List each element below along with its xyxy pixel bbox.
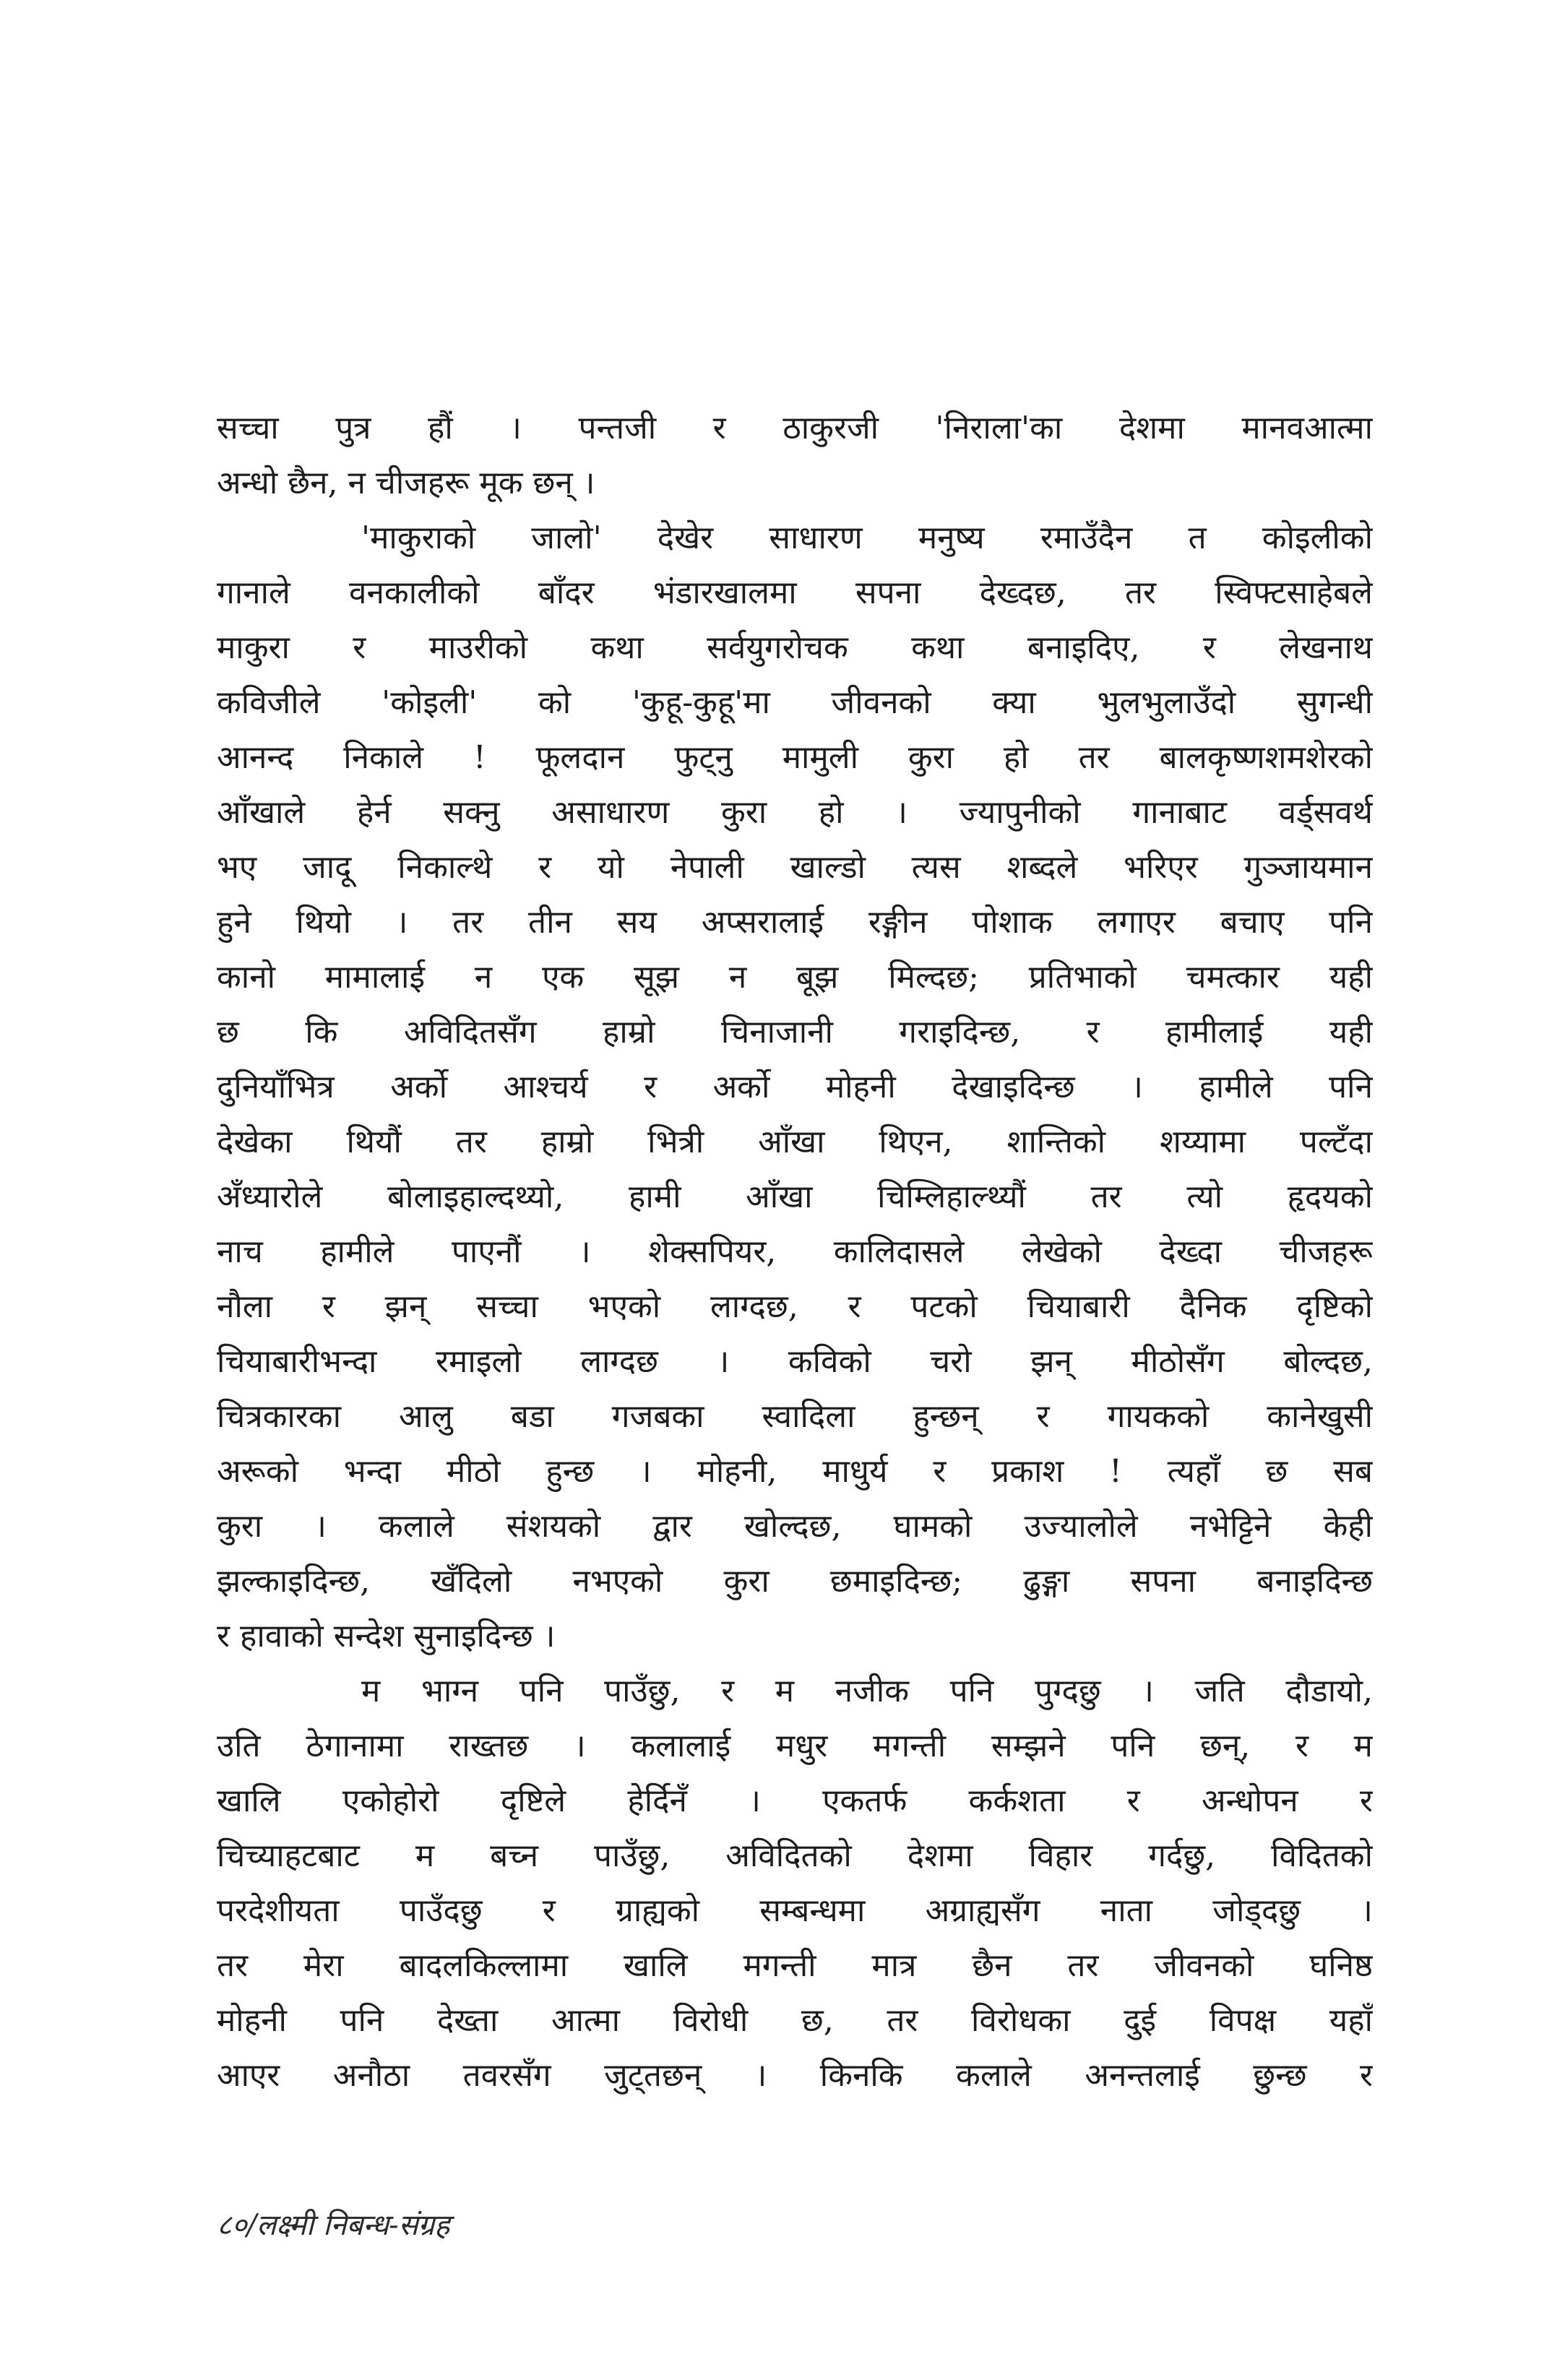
text-line: र हावाको सन्देश सुनाइदिन्छ ।: [217, 1618, 556, 1655]
page-footer: ८०/लक्ष्मी निबन्ध-संग्रह: [217, 2209, 450, 2242]
text-line: परदेशीयता पाउँदछु र ग्राह्यको सम्बन्धमा अग्राह्यसँग नाता जोड्दछु ।: [217, 1892, 1373, 1929]
text-line: चित्रकारका आलु बडा गजबका स्वादिला हुन्छन् र गायकको कानेखुसी: [217, 1398, 1373, 1435]
text-line: चिच्याहटबाट म बच्न पाउँछु, अविदितको देशमा विहार गर्दछु, विदितको: [217, 1837, 1373, 1874]
text-line: झल्काइदिन्छ, खँदिलो नभएको कुरा छमाइदिन्छ; ढुङ्गा सपना बनाइदिन्छ: [217, 1563, 1373, 1600]
text-line: नौला र झन् सच्चा भएको लाग्दछ, र पटको चियाबारी दैनिक दृष्टिको: [217, 1288, 1373, 1325]
text-line: अरूको भन्दा मीठो हुन्छ । मोहनी, माधुर्य र प्रकाश ! त्यहाँ छ सब: [217, 1453, 1373, 1490]
text-line: कुरा । कलाले संशयको द्वार खोल्दछ, घामको उज्यालोले नभेट्टिने केही: [217, 1508, 1373, 1545]
text-line: सच्चा पुत्र हौं । पन्तजी र ठाकुरजी 'निराला'का देशमा मानवआत्मा: [217, 410, 1373, 447]
text-line: भए जादू निकाल्थे र यो नेपाली खाल्डो त्यस शब्दले भरिएर गुञ्जायमान: [217, 849, 1373, 886]
text-line: हुने थियो । तर तीन सय अप्सरालाई रङ्गीन पोशाक लगाएर बचाए पनि: [217, 904, 1373, 941]
text-line: कविजीले 'कोइली' को 'कुहू-कुहू'मा जीवनको क्या भुलभुलाउँदो सुगन्धी: [217, 684, 1373, 721]
text-line: छ कि अविदितसँग हाम्रो चिनाजानी गराइदिन्छ, र हामीलाई यही: [217, 1014, 1373, 1051]
text-line: आनन्द निकाले ! फूलदान फुट्नु मामुली कुरा हो तर बालकृष्णशमशेरको: [217, 739, 1373, 776]
text-line: तर मेरा बादलकिल्लामा खालि मगन्ती मात्र छैन तर जीवनको घनिष्ठ: [217, 1947, 1373, 1984]
text-line: खालि एकोहोरो दृष्टिले हेर्दिनँ । एकतर्फ कर्कशता र अन्धोपन र: [217, 1782, 1373, 1819]
text-line: 'माकुराको जालो' देखेर साधारण मनुष्य रमाउँदैन त कोइलीको: [361, 519, 1373, 556]
body-text: [217, 401, 1373, 2103]
text-line: म भाग्न पनि पाउँछु, र म नजीक पनि पुग्दछु । जति दौडायो,: [361, 1673, 1373, 1709]
text-line: आएर अनौठा तवरसँग जुट्तछन् । किनकि कलाले अनन्तलाई छुन्छ र: [217, 2057, 1373, 2094]
text-line: माकुरा र माउरीको कथा सर्वयुगरोचक कथा बनाइदिए, र लेखनाथ: [217, 629, 1373, 666]
text-line: कानो मामालाई न एक सूझ न बूझ मिल्दछ; प्रतिभाको चमत्कार यही: [217, 959, 1373, 996]
text-line: आँखाले हेर्न सक्नु असाधारण कुरा हो । ज्यापुनीको गानाबाट वर्ड्सवर्थ: [217, 794, 1373, 831]
text-line: अँध्यारोले बोलाइहाल्दथ्यो, हामी आँखा चिम्लिहाल्थ्यौं तर त्यो हृदयको: [217, 1178, 1373, 1215]
text-line: मोहनी पनि देख्ता आत्मा विरोधी छ, तर विरोधका दुई विपक्ष यहाँ: [217, 2002, 1373, 2039]
text-line: दुनियाँभित्र अर्को आश्चर्य र अर्को मोहनी देखाइदिन्छ । हामीले पनि: [217, 1069, 1373, 1105]
text-line: अन्धो छैन, न चीजहरू मूक छन् ।: [217, 465, 595, 501]
text-line: देखेका थियौं तर हाम्रो भित्री आँखा थिएन, शान्तिको शय्यामा पल्टँदा: [217, 1124, 1373, 1160]
text-line: नाच हामीले पाएनौं । शेक्सपियर, कालिदासले लेखेको देख्दा चीजहरू: [217, 1233, 1373, 1270]
text-line: गानाले वनकालीको बाँदर भंडारखालमा सपना देख्दछ, तर स्विफ्टसाहेबले: [217, 574, 1373, 611]
text-line: चियाबारीभन्दा रमाइलो लाग्दछ । कविको चरो झन् मीठोसँग बोल्दछ,: [217, 1343, 1373, 1380]
text-line: उति ठेगानामा राख्तछ । कलालाई मधुर मगन्ती सम्झने पनि छन्, र म: [217, 1728, 1373, 1764]
